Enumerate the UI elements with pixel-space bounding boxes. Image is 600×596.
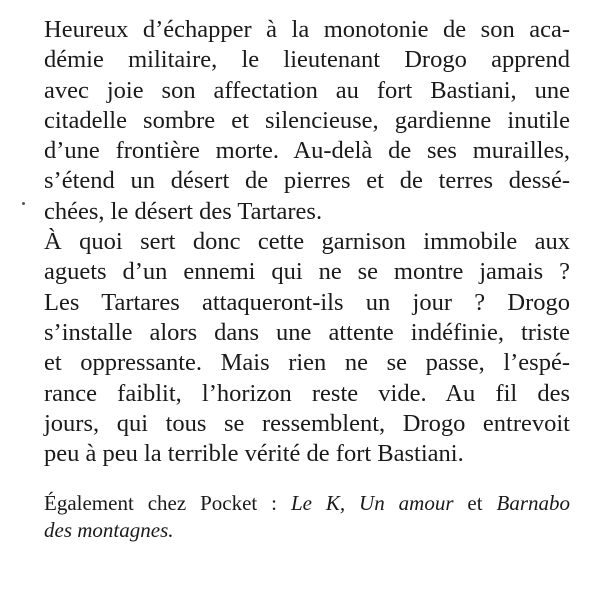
also-available-conjunction: et <box>453 491 497 515</box>
summary-line: et oppressante. Mais rien ne se passe, l’espé- <box>44 349 570 377</box>
summary-line: s’installe alors dans une attente indéfinie, triste <box>44 318 570 346</box>
summary-line: chées, le désert des Tartares. <box>44 197 323 225</box>
also-available-line <box>44 490 570 517</box>
summary-line: À quoi sert donc cette garnison immobile aux <box>44 228 570 256</box>
summary-line: s’étend un désert de pierres et de terres dessé- <box>44 167 570 195</box>
summary-line: aguets d’un ennemi qui ne se montre jamais ? <box>44 258 570 286</box>
also-available-title: des montagnes. <box>44 518 174 542</box>
also-available-intro: Également chez Pocket : <box>44 491 291 515</box>
summary-line: citadelle sombre et silencieuse, gardienne inutile <box>44 106 570 134</box>
print-speck <box>22 202 25 205</box>
also-available-title: Le K, Un amour <box>290 491 454 515</box>
summary-line: d’une frontière morte. Au-delà de ses murailles, <box>44 137 570 165</box>
summary-line: jours, qui tous se ressemblent, Drogo entrevoit <box>44 409 570 437</box>
summary-line: peu à peu la terrible vérité de fort Bastiani. <box>44 440 464 468</box>
also-available-title: Barnabo <box>496 491 571 515</box>
summary-line: démie militaire, le lieutenant Drogo apprend <box>44 46 570 74</box>
also-available-note <box>44 490 570 544</box>
book-summary <box>44 15 570 469</box>
summary-line: rance faiblit, l’horizon reste vide. Au fil des <box>44 379 570 407</box>
summary-line: Heureux d’échapper à la monotonie de son aca- <box>44 16 570 43</box>
summary-line: avec joie son affectation au fort Bastiani, une <box>44 76 570 104</box>
summary-line: Les Tartares attaqueront-ils un jour ? Drogo <box>44 288 570 316</box>
